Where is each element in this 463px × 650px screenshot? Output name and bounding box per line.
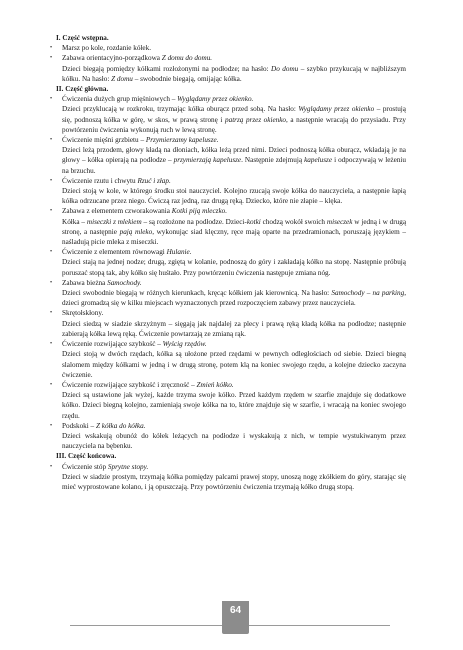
- list-item: • Ćwiczenie mięśni grzbietu – Przymierzamy kapelusze.: [56, 135, 406, 145]
- list-item: • Skrętołskłony.: [56, 308, 406, 318]
- list-item-description: Dzieci są ustawione jak wyżej, każde trzyma swoje kółko. Przed każdym rzędem w szarfie znajduje się dodatkowe kółko. Dzieci biegną kolejno, zamieniają swoje kółka na to, które znajduje się w szarfie, i wracają na koniec swojego rzędu.: [62, 391, 406, 420]
- list-item-description: Dzieci leżą przodem, głowy kładą na dłoniach, kółka leżą przed nimi. Dzieci podnoszą kółka oburącz, wkładają je na głowy – kółka opierają na podłodze – przymierzają kapelusze. Następnie zdejmują kapelusze i odpoczywają w leżeniu na brzuchu.: [62, 146, 407, 175]
- list-item-description: Dzieci przyklucają w rozkroku, trzymając kółka oburącz przed sobą. Na hasło: Wyglądamy przez okienko – prostują się, podnoszą kółka w górę, w skos, w prawą stronę i patrzą przez okienko, a następnie wracają do przysiadu. Przy powtórzeniu ćwiczenia wykonują ruch w lewą stronę.: [62, 105, 407, 134]
- page-content: [56, 33, 406, 492]
- list-item: • Ćwiczenie rzutu i chwytu Rzuć i złap.: [56, 176, 406, 186]
- list-item: • Ćwiczenia dużych grup mięśniowych – Wyglądamy przez okienko.: [56, 94, 406, 104]
- section-heading-main: II. Część główna.: [56, 85, 109, 94]
- list-item-description: Kółka – miseczki z mlekiem – są rozłożone na podłodze. Dzieci-kotki chodzą wokół swoich miseczek w jedną i w drugą stronę, a następnie pają mleko, wykonując siad klęczny, ręce mają oparte na przedramionach, poruszają językiem – naśladują picie mleka z miseczki.: [62, 217, 407, 247]
- section-heading-final: III. Część końcowa.: [56, 452, 117, 461]
- list-item-description: Dzieci wskakują obunóż do kółek leżących na podłodze i wyskakują z nich, w tempie wystukiwanym przez nauczyciela na bębenku.: [62, 431, 406, 451]
- list-item: • Zabawa z elementem czworakowania Kotki piją mleczko.: [56, 206, 406, 216]
- list-item: • Zabawa orientacyjno-porządkowa Z domu do domu.: [56, 53, 406, 63]
- list-item-description: Dzieci w siadzie prostym, trzymają kółka pomiędzy palcami prawej stopy, unoszą nogę zkółkiem do góry, starając się mieć wyprostowane kolano, i ją opuszczają. Przy powtórzeniu ćwiczenia trzymają kółko drugą stopą.: [62, 472, 406, 491]
- list-item-description: Dzieci stają na jednej nodze; drugą, zgiętą w kolanie, podnoszą do góry i zakładają kółko na stopę. Następnie próbują poruszać stopą tak, aby kółko się huśtało. Przy powtórzeniu ćwiczenia następuje zmiana nóg.: [62, 258, 406, 277]
- list-item-description: Dzieci siedzą w siadzie skrzyżnym – sięgają jak najdalej za plecy i prawą ręką kładą kółka na podłodze; następnie zabierają kółka lewą ręką. Ćwiczenie powtarzają ze zmianą rąk.: [62, 319, 406, 338]
- list-item: • Marsz po kole, rozdanie kółek.: [56, 43, 406, 53]
- page-number: 64: [229, 605, 242, 616]
- list-item-description: Dzieci biegają pomiędzy kółkami rozłożonymi na podłodze; na hasło: Do domu – szybko przykucają w najbliższym kółku. Na hasło: Z domu – swobodnie biegają, omijając kółka.: [62, 64, 407, 83]
- page-footer: [0, 601, 463, 650]
- list-item: • Podskoki – Z kółka do kółka.: [56, 421, 406, 431]
- list-item-description: Dzieci stoją w kole, w którego środku stoi nauczyciel. Kolejno rzucają swoje kółka do nauczyciela, a następnie łapią kółka odrzucane przez niego. Ćwiczą raz jedną, raz drugą ręką. Dziecko, które nie złapie – klęka.: [62, 187, 406, 206]
- list-item: • Ćwiczenie rozwijające szybkość i zręczność – Zmień kółko.: [56, 380, 406, 390]
- section-heading-intro: I. Część wstępna.: [56, 34, 109, 42]
- list-item-description: Dzieci swobodnie biegają w różnych kierunkach, kręcąc kółkiem jak kierownicą. Na hasło: Samochody – na parking, dzieci gromadzą się w kilku miejscach wyznaczonych przed rozpoczęciem zabawy przez nauczyciela.: [62, 289, 407, 308]
- list-item: • Ćwiczenie z elementem równowagi Hulanie.: [56, 247, 406, 257]
- list-item: • Zabawa bieżna Samochody.: [56, 278, 406, 288]
- list-item: • Ćwiczenie rozwijające szybkość – Wyścig rzędów.: [56, 339, 406, 349]
- list-item: • Ćwiczenie stóp Sprytne stopy.: [56, 462, 406, 472]
- list-item-description: Dzieci stoją w dwóch rzędach, kółka są ułożone przed rzędami w pewnych odległościach od siebie. Dzieci biegną slalomem między kółkami w jedną i w drugą stronę, potem klą na koniec swojego rzędu, a kolejne dziecko zaczyna ćwiczenie.: [62, 350, 406, 379]
